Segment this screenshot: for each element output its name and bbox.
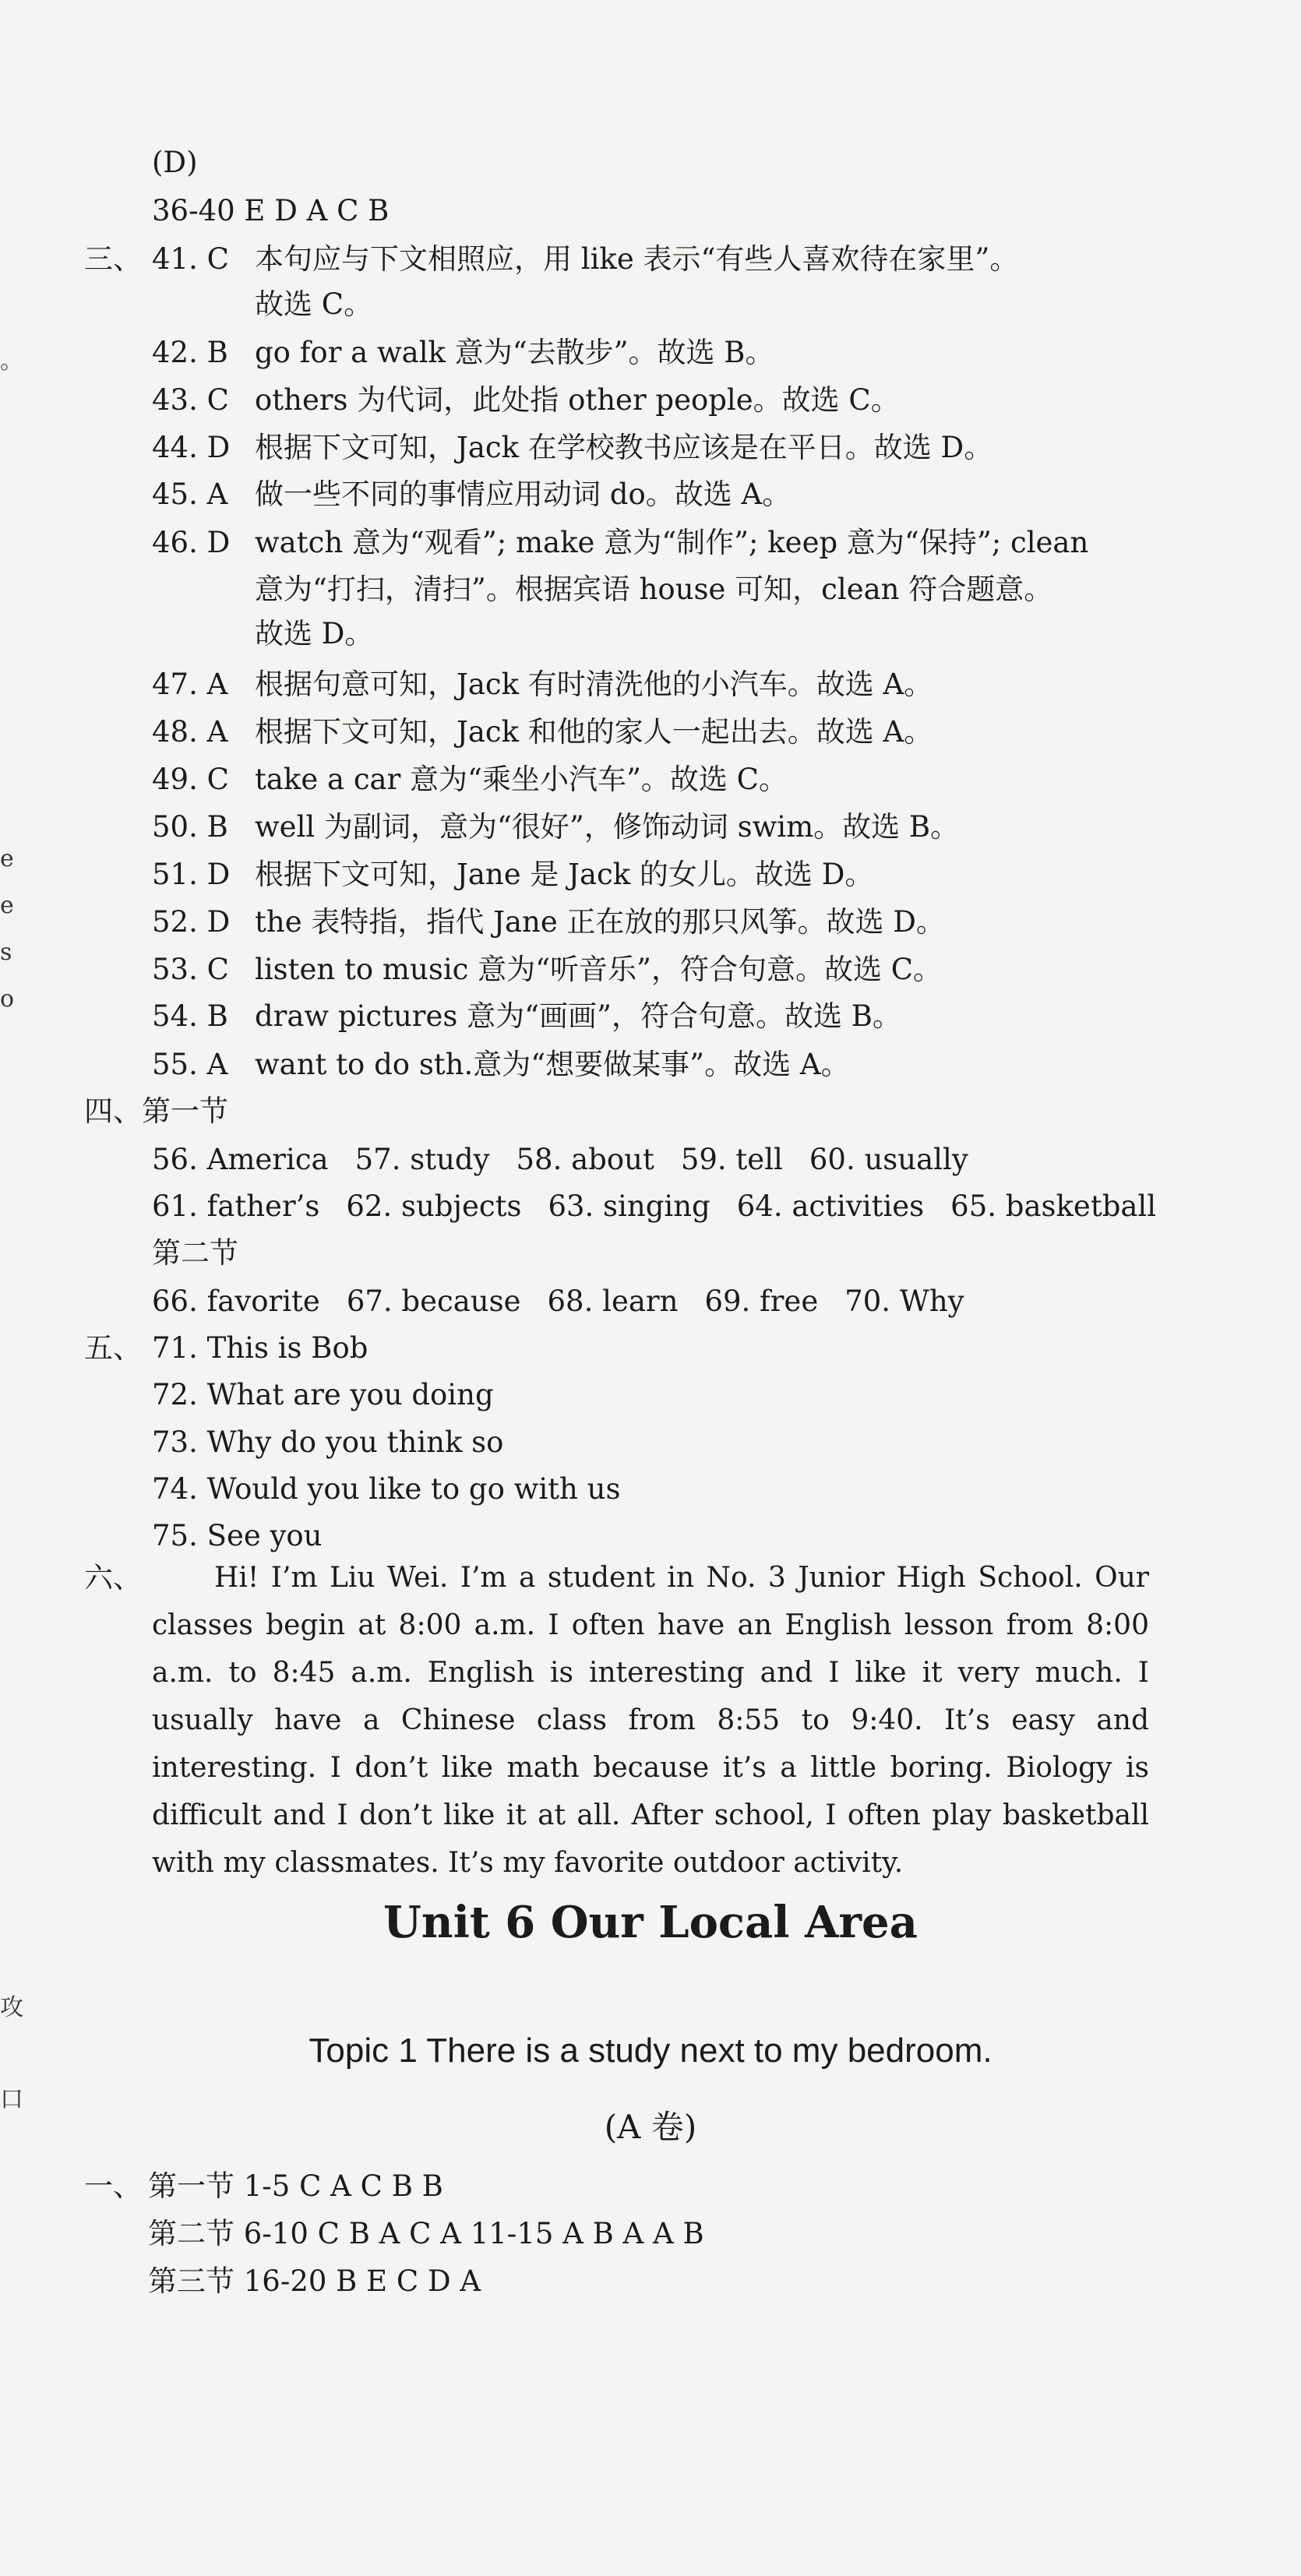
answer-explanation: the 表特指，指代 Jane 正在放的那只风筝。故选 D。: [255, 905, 945, 939]
cloze-answer: 60. usually: [809, 1143, 968, 1176]
section-4-row-2: [152, 1189, 1157, 1223]
margin-fragment: e: [0, 845, 14, 872]
answer-54: [152, 999, 901, 1033]
answer-45: [152, 477, 792, 511]
answer-number: 46. D: [152, 526, 231, 559]
section-4-part-2-label: 第二节: [152, 1236, 238, 1270]
answer-d-label: (D): [152, 146, 198, 179]
section-6-label: 六、: [84, 1561, 142, 1595]
answer-50: [152, 810, 960, 844]
margin-fragment: 攻: [0, 1994, 23, 2021]
answer-42: [152, 338, 774, 367]
cloze-answer: 59. tell: [680, 1143, 783, 1176]
dialogue-answer: 75. See you: [152, 1519, 323, 1552]
answer-number: 44. D: [152, 431, 231, 464]
answer-number: 42. B: [152, 336, 228, 369]
answer-number: 54. B: [152, 999, 228, 1033]
section-4-row-1: [152, 1145, 968, 1174]
answer-48: [152, 715, 933, 749]
section-1-label: 一、: [84, 2169, 142, 2203]
answer-44: [152, 433, 992, 462]
answer-explanation: 做一些不同的事情应用动词 do。故选 A。: [255, 477, 792, 511]
answer-explanation: 根据句意可知，Jack 有时清洗他的小汽车。故选 A。: [255, 668, 933, 701]
answer-43: [152, 383, 900, 417]
cloze-answer: 69. free: [704, 1284, 819, 1318]
answer-41: [152, 242, 1019, 276]
answer-number: 41. C: [152, 242, 229, 276]
cloze-answer: 57. study: [354, 1143, 490, 1176]
section-1-part-3: 第三节 16-20 B E C D A: [148, 2264, 481, 2298]
answer-number: 43. C: [152, 383, 229, 417]
cloze-answer: 58. about: [516, 1143, 654, 1176]
answer-explanation: 本句应与下文相照应，用 like 表示“有些人喜欢待在家里”。: [255, 242, 1019, 276]
section-4-label: 四、第一节: [84, 1094, 228, 1128]
answer-explanation: watch 意为“观看”; make 意为“制作”; keep 意为“保持”; clean: [255, 526, 1089, 559]
answer-explanation: 根据下文可知，Jack 和他的家人一起出去。故选 A。: [255, 715, 933, 749]
answer-number: 45. A: [152, 477, 228, 511]
answer-55: [152, 1050, 850, 1079]
section-1-part-2: 第二节 6-10 C B A C A 11-15 A B A A B: [148, 2217, 704, 2250]
answer-46: [152, 528, 1088, 557]
answer-number: 48. A: [152, 715, 228, 749]
answer-number: 51. D: [152, 858, 231, 891]
answer-47: [152, 670, 933, 699]
section-3-label: 三、: [84, 242, 142, 276]
answer-explanation: listen to music 意为“听音乐”，符合句意。故选 C。: [255, 953, 943, 986]
answer-number: 49. C: [152, 763, 229, 796]
answer-number: 50. B: [152, 810, 228, 844]
answer-explanation: go for a walk 意为“去散步”。故选 B。: [255, 336, 774, 369]
answer-explanation: want to do sth.意为“想要做某事”。故选 A。: [255, 1048, 850, 1081]
answer-36-40: 36-40 E D A C B: [152, 194, 390, 227]
answer-number: 52. D: [152, 905, 231, 939]
cloze-answer: 68. learn: [547, 1284, 679, 1318]
section-5-label: 五、: [84, 1331, 142, 1365]
answer-46-cont: 意为“打扫，清扫”。根据宾语 house 可知，clean 符合题意。: [255, 573, 1053, 606]
cloze-answer: 70. Why: [844, 1284, 964, 1318]
dialogue-answer: 72. What are you doing: [152, 1378, 494, 1411]
cloze-answer: 61. father’s: [152, 1189, 320, 1223]
answer-explanation: others 为代词，此处指 other people。故选 C。: [255, 383, 900, 417]
topic-title: Topic 1 There is a study next to my bedroom.: [309, 2032, 992, 2070]
answer-number: 53. C: [152, 953, 229, 986]
answer-explanation: take a car 意为“乘坐小汽车”。故选 C。: [255, 763, 788, 796]
cloze-answer: 64. activities: [736, 1189, 925, 1223]
dialogue-answer: 73. Why do you think so: [152, 1425, 504, 1459]
dialogue-answer: 74. Would you like to go with us: [152, 1472, 621, 1506]
margin-fragment: e: [0, 892, 14, 919]
cloze-answer: 67. because: [346, 1284, 521, 1318]
answer-explanation: 根据下文可知，Jack 在学校教书应该是在平日。故选 D。: [255, 431, 993, 464]
cloze-answer: 65. basketball: [950, 1189, 1157, 1223]
dialogue-answer: 71. This is Bob: [152, 1331, 368, 1365]
answer-explanation: draw pictures 意为“画画”，符合句意。故选 B。: [255, 999, 901, 1033]
margin-fragment: o: [0, 985, 15, 1013]
answer-41-cont: 故选 C。: [255, 287, 373, 321]
sample-essay: Hi! I’m Liu Wei. I’m a student in No. 3 Junior High School. Our classes begin at 8:00 a.m. I often have an English lesson from 8:00 a.m. to 8:45 a.m. English is interesting and I like it very much. I usually have a Chinese class from 8:55 to 9:40. It’s easy and interesting. I don’t like math because it’s a little boring. Biology is difficult and I don’t like it at all. After school, I often play basketball with my classmates. It’s my favorite outdoor activity.: [152, 1562, 1149, 1879]
section-1-part-1: 第一节 1-5 C A C B B: [148, 2169, 443, 2203]
margin-fragment: s: [0, 939, 12, 966]
cloze-answer: 63. singing: [548, 1189, 710, 1223]
section-4-row-3: [152, 1284, 964, 1318]
volume-label: (A 卷): [604, 2108, 697, 2146]
margin-fragment: 。: [0, 347, 23, 375]
answer-number: 55. A: [152, 1048, 228, 1081]
answer-51: [152, 860, 873, 889]
answer-46-cont2: 故选 D。: [255, 617, 374, 650]
cloze-answer: 66. favorite: [152, 1284, 320, 1318]
cloze-answer: 56. America: [152, 1143, 329, 1176]
answer-52: [152, 905, 945, 939]
margin-fragment: 口: [0, 2086, 23, 2113]
answer-49: [152, 765, 788, 794]
answer-number: 47. A: [152, 668, 228, 701]
cloze-answer: 62. subjects: [346, 1189, 522, 1223]
answer-explanation: well 为副词，意为“很好”，修饰动词 swim。故选 B。: [255, 810, 960, 844]
unit-title: Unit 6 Our Local Area: [383, 1897, 918, 1948]
answer-explanation: 根据下文可知，Jane 是 Jack 的女儿。故选 D。: [255, 858, 874, 891]
answer-53: [152, 955, 942, 984]
